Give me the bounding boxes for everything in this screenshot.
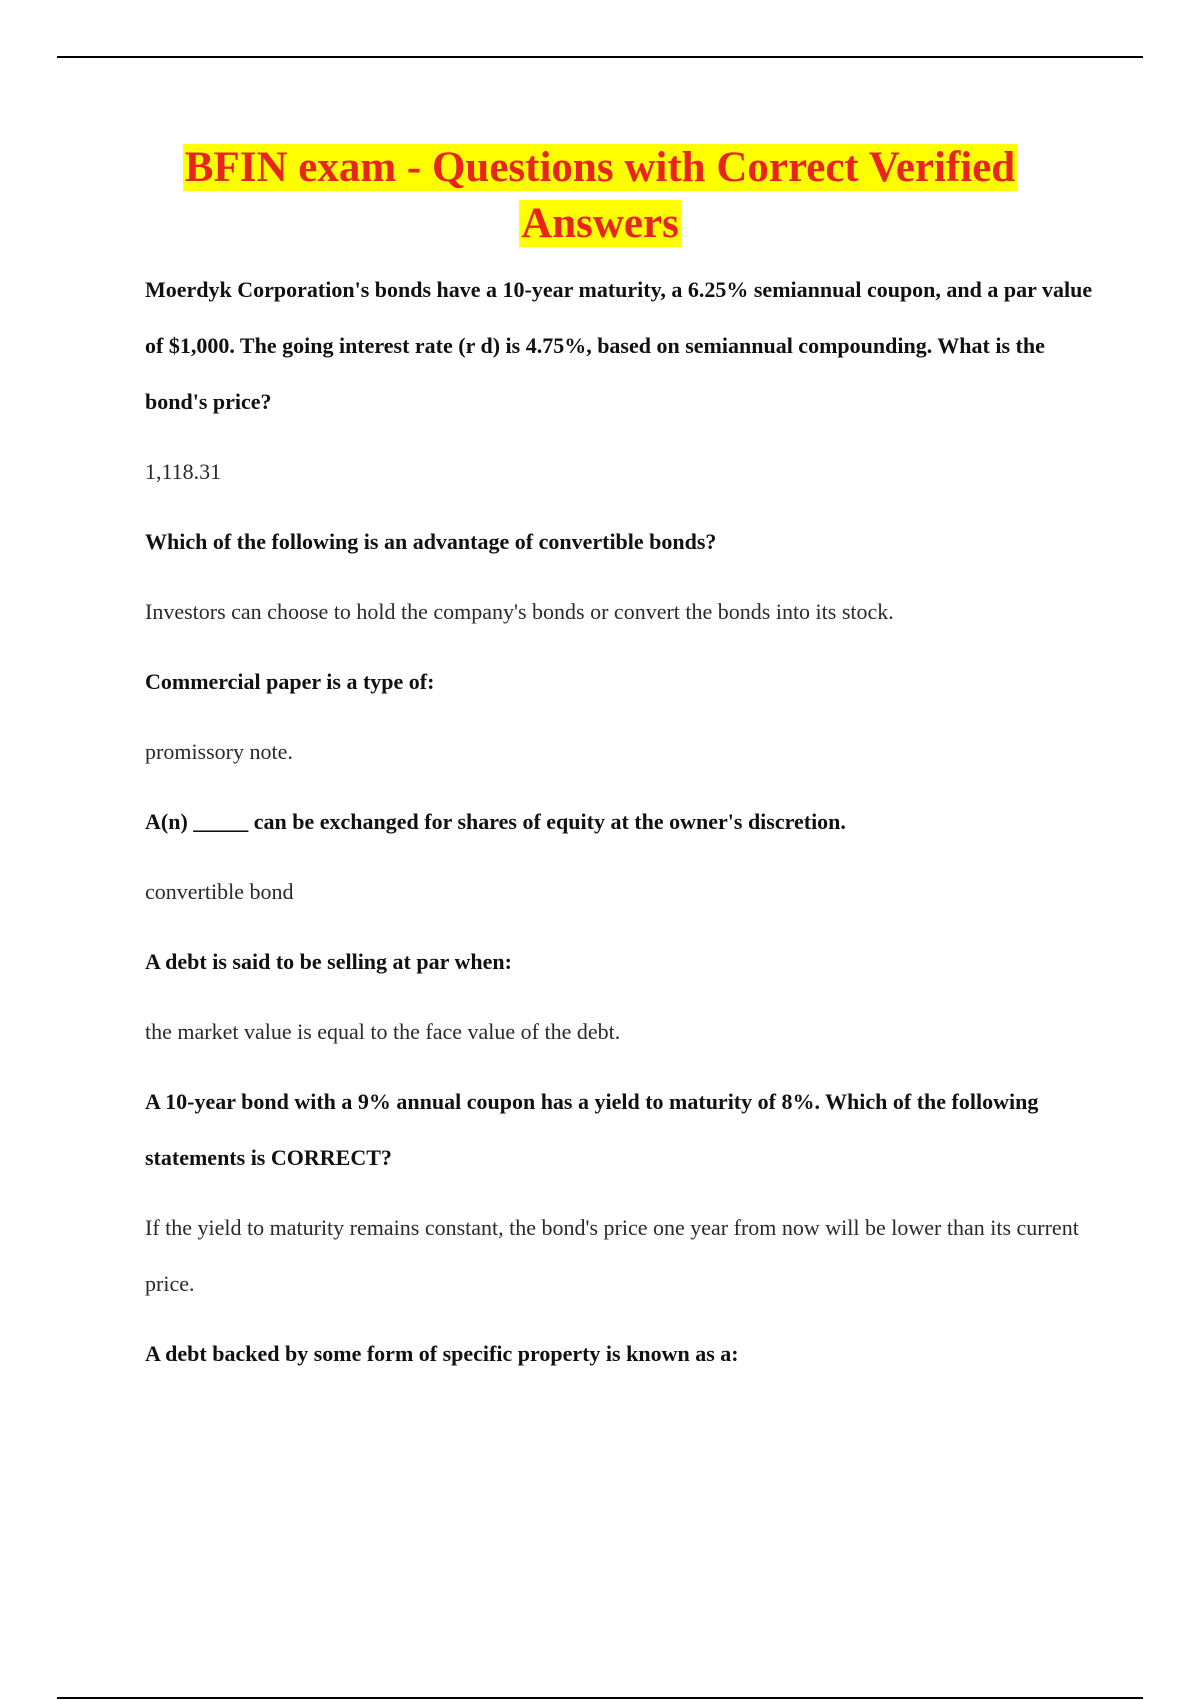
top-rule [57, 56, 1143, 58]
answer-6: If the yield to maturity remains constant, the bond's price one year from now will be lower than its current price. [145, 1215, 1079, 1296]
question-6: A 10-year bond with a 9% annual coupon has a yield to maturity of 8%. Which of the following statements is CORRECT? [145, 1089, 1039, 1170]
question-4: A(n) _____ can be exchanged for shares of equity at the owner's discretion. [145, 809, 846, 834]
title-line-2: Answers [521, 200, 679, 247]
question-1: Moerdyk Corporation's bonds have a 10-year maturity, a 6.25% semiannual coupon, and a par value of $1,000. The going interest rate (r d) is 4.75%, based on semiannual compounding. What is the bond's price? [145, 277, 1093, 414]
title-line-1: BFIN exam - Questions with Correct Verified [184, 144, 1016, 191]
question-7: A debt backed by some form of specific property is known as a: [145, 1341, 739, 1366]
answer-4: convertible bond [145, 879, 294, 904]
question-2: Which of the following is an advantage of convertible bonds? [145, 529, 717, 554]
answer-3: promissory note. [145, 739, 293, 764]
answer-5: the market value is equal to the face value of the debt. [145, 1019, 621, 1044]
question-5: A debt is said to be selling at par when: [145, 949, 512, 974]
answer-2: Investors can choose to hold the company's bonds or convert the bonds into its stock. [145, 599, 894, 624]
answer-1: 1,118.31 [145, 459, 222, 484]
bottom-rule [57, 1697, 1143, 1699]
qa-list [145, 262, 1095, 1382]
document-title [60, 140, 1140, 252]
question-3: Commercial paper is a type of: [145, 669, 435, 694]
